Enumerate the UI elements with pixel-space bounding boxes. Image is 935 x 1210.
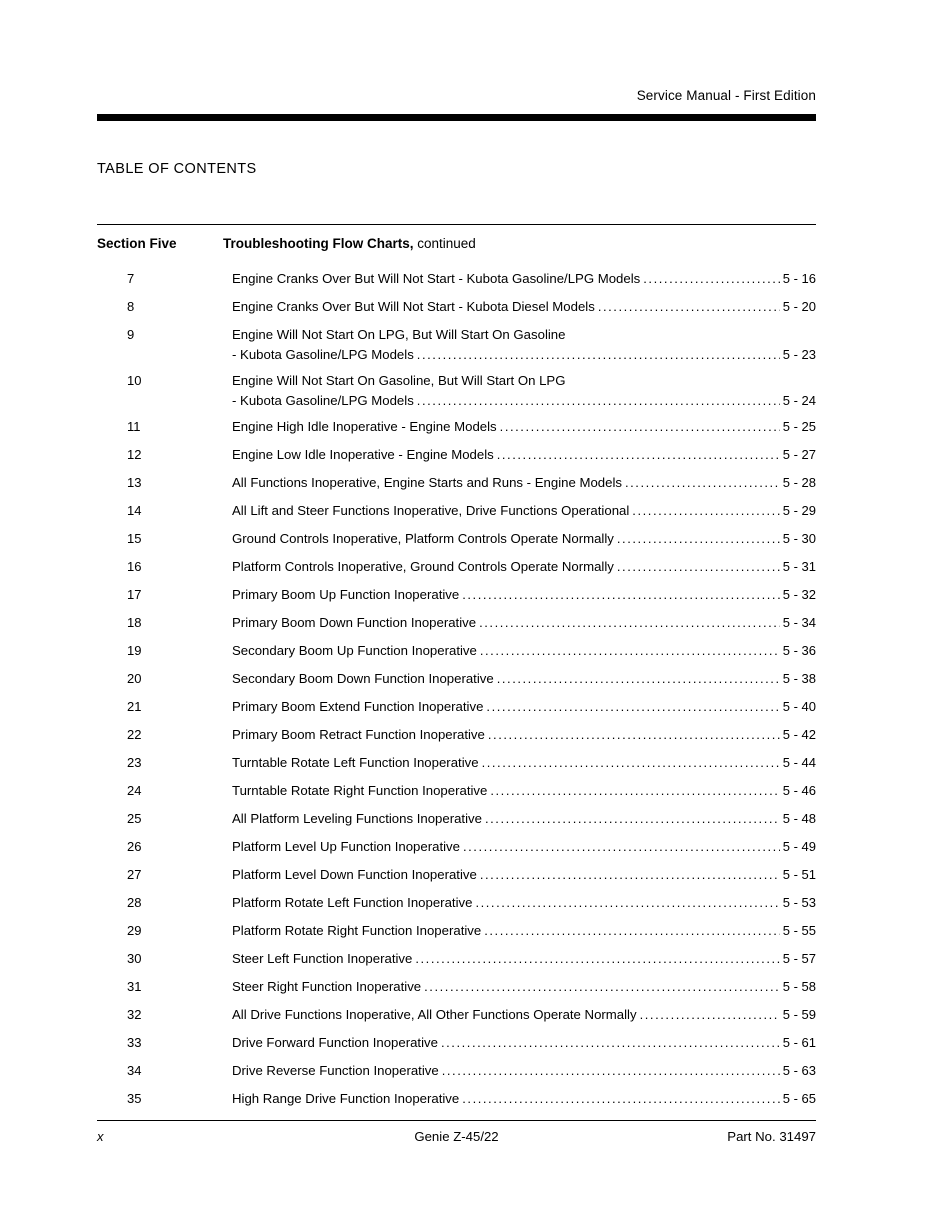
toc-entry-line <box>232 297 816 316</box>
toc-entry-row[interactable] <box>97 529 816 557</box>
toc-entry-main <box>232 837 816 856</box>
toc-entry-line <box>232 1089 816 1108</box>
toc-entry-line <box>232 1061 816 1080</box>
toc-entry-number: 33 <box>127 1035 142 1050</box>
toc-entry-row[interactable] <box>97 473 816 501</box>
toc-entry-row[interactable] <box>97 1005 816 1033</box>
toc-entry-page: 5 - 40 <box>782 699 816 714</box>
toc-entry-main <box>232 297 816 316</box>
dot-leader <box>484 921 780 940</box>
toc-entry-title: Secondary Boom Up Function Inoperative <box>232 643 477 658</box>
toc-entry-line <box>232 977 816 996</box>
section-title-continued: continued <box>413 236 476 251</box>
toc-entry-title: Ground Controls Inoperative, Platform Controls Operate Normally <box>232 531 614 546</box>
toc-entry-page: 5 - 31 <box>782 559 816 574</box>
toc-entry-row[interactable] <box>97 501 816 529</box>
toc-entry-number: 27 <box>127 867 142 882</box>
toc-entry-title: - Kubota Gasoline/LPG Models <box>232 393 414 408</box>
toc-entry-line <box>232 501 816 520</box>
toc-entry-page: 5 - 51 <box>782 867 816 882</box>
toc-entry-title: Platform Level Down Function Inoperative <box>232 867 477 882</box>
toc-entry-number: 32 <box>127 1007 142 1022</box>
toc-entry-main <box>232 557 816 576</box>
toc-entry-number: 8 <box>127 299 135 314</box>
toc-entry-page: 5 - 49 <box>782 839 816 854</box>
toc-entry-number: 22 <box>127 727 142 742</box>
toc-entry-number: 24 <box>127 783 142 798</box>
toc-entry-main <box>232 445 816 464</box>
header-rule <box>97 114 816 121</box>
toc-entry-main <box>232 725 816 744</box>
toc-entry-line <box>232 781 816 800</box>
section-title-main: Troubleshooting Flow Charts, <box>223 236 414 251</box>
toc-entry-line <box>232 417 816 436</box>
toc-entry-number: 9 <box>127 327 135 342</box>
toc-entry-page: 5 - 23 <box>782 347 816 362</box>
toc-entry-page: 5 - 65 <box>782 1091 816 1106</box>
toc-entry-page: 5 - 38 <box>782 671 816 686</box>
toc-entry-number: 34 <box>127 1063 142 1078</box>
dot-leader <box>625 473 780 492</box>
toc-entry-main <box>232 1033 816 1052</box>
toc-entry-line <box>232 641 816 660</box>
toc-entry-title: Primary Boom Up Function Inoperative <box>232 587 460 602</box>
toc-entry-row[interactable] <box>97 697 816 725</box>
toc-entry-number: 15 <box>127 531 142 546</box>
toc-entry-number: 20 <box>127 671 142 686</box>
dot-leader <box>640 1005 780 1024</box>
toc-entry-main <box>232 809 816 828</box>
toc-entry-row[interactable] <box>97 753 816 781</box>
dot-leader <box>617 529 780 548</box>
toc-entry-main <box>232 977 816 996</box>
toc-entry-main <box>232 865 816 884</box>
toc-entry-main <box>232 613 816 632</box>
toc-entry-number: 12 <box>127 447 142 462</box>
toc-entry-main <box>232 529 816 548</box>
toc-entry-row[interactable] <box>97 725 816 753</box>
toc-entry-row[interactable] <box>97 557 816 585</box>
toc-entry-main <box>232 781 816 800</box>
dot-leader <box>500 417 780 436</box>
toc-entry-main <box>232 269 816 288</box>
toc-entry-row[interactable] <box>97 1033 816 1061</box>
dot-leader <box>424 977 780 996</box>
toc-entry-main <box>232 585 816 604</box>
toc-entry-page: 5 - 32 <box>782 587 816 602</box>
toc-entry-row[interactable] <box>97 921 816 949</box>
toc-entry-row[interactable] <box>97 781 816 809</box>
toc-entry-number: 35 <box>127 1091 142 1106</box>
toc-entry-title: Platform Controls Inoperative, Ground Controls Operate Normally <box>232 559 614 574</box>
page-title: TABLE OF CONTENTS <box>97 161 257 177</box>
toc-entry-page: 5 - 44 <box>782 755 816 770</box>
toc-entry-line <box>232 269 816 288</box>
toc-entry-main <box>232 501 816 520</box>
dot-leader <box>617 557 780 576</box>
dot-leader <box>475 893 779 912</box>
toc-entry-row[interactable] <box>97 325 816 371</box>
toc-entry-line <box>232 1005 816 1024</box>
toc-entry-page: 5 - 42 <box>782 727 816 742</box>
toc-entry-page: 5 - 27 <box>782 447 816 462</box>
toc-entry-main <box>232 949 816 968</box>
toc-entry-number: 25 <box>127 811 142 826</box>
toc-top-rule <box>97 224 816 225</box>
toc-entry-line <box>232 669 816 688</box>
toc-body <box>97 236 816 1117</box>
toc-entry-number: 26 <box>127 839 142 854</box>
toc-entry-number: 21 <box>127 699 142 714</box>
dot-leader <box>480 641 780 660</box>
toc-entry-title: Turntable Rotate Left Function Inoperative <box>232 755 479 770</box>
manual-edition-header: Service Manual - First Edition <box>636 88 816 103</box>
toc-entry-title: Platform Level Up Function Inoperative <box>232 839 460 854</box>
dot-leader <box>441 1033 780 1052</box>
toc-entry-page: 5 - 48 <box>782 811 816 826</box>
toc-entry-row[interactable] <box>97 1061 816 1089</box>
toc-entry-title: Platform Rotate Left Function Inoperative <box>232 895 473 910</box>
toc-entry-line <box>232 473 816 492</box>
toc-entry-row[interactable] <box>97 269 816 297</box>
dot-leader <box>632 501 779 520</box>
section-label: Section Five <box>97 236 177 251</box>
toc-entry-row[interactable] <box>97 1089 816 1117</box>
toc-entry-row[interactable] <box>97 445 816 473</box>
toc-entry-page: 5 - 20 <box>782 299 816 314</box>
toc-entry-title: All Functions Inoperative, Engine Starts and Runs - Engine Models <box>232 475 622 490</box>
toc-entry-number: 17 <box>127 587 142 602</box>
dot-leader <box>479 613 780 632</box>
dot-leader <box>442 1061 780 1080</box>
toc-entry-number: 29 <box>127 923 142 938</box>
toc-entry-main <box>232 697 816 716</box>
footer-model: Genie Z-45/22 <box>414 1129 499 1144</box>
dot-leader <box>462 585 780 604</box>
toc-entry-main <box>232 1089 816 1108</box>
toc-entry-number: 13 <box>127 475 142 490</box>
toc-entry-line <box>232 613 816 632</box>
toc-entry-row[interactable] <box>97 371 816 417</box>
toc-entry-title: Secondary Boom Down Function Inoperative <box>232 671 494 686</box>
footer-page-number: x <box>97 1129 104 1144</box>
toc-entry-line <box>232 949 816 968</box>
toc-entry-page: 5 - 63 <box>782 1063 816 1078</box>
dot-leader <box>417 344 780 365</box>
toc-section-header <box>97 236 816 262</box>
toc-entry-title: Engine Will Not Start On LPG, But Will Start On Gasoline <box>232 327 566 342</box>
toc-entry-page: 5 - 30 <box>782 531 816 546</box>
toc-entry-line <box>232 893 816 912</box>
toc-entry-title: - Kubota Gasoline/LPG Models <box>232 347 414 362</box>
toc-entry-title: Primary Boom Extend Function Inoperative <box>232 699 484 714</box>
toc-entry-number: 7 <box>127 271 135 286</box>
toc-entry-title: High Range Drive Function Inoperative <box>232 1091 460 1106</box>
toc-entry-row[interactable] <box>97 837 816 865</box>
toc-entry-main <box>232 417 816 436</box>
toc-entry-title: Engine High Idle Inoperative - Engine Models <box>232 419 497 434</box>
toc-entry-page: 5 - 28 <box>782 475 816 490</box>
dot-leader <box>482 753 780 772</box>
toc-entry-page: 5 - 58 <box>782 979 816 994</box>
toc-entry-number: 19 <box>127 643 142 658</box>
toc-entry-row[interactable] <box>97 949 816 977</box>
dot-leader <box>497 445 780 464</box>
section-title <box>223 236 476 251</box>
toc-entry-page: 5 - 34 <box>782 615 816 630</box>
toc-entry-number: 16 <box>127 559 142 574</box>
toc-entry-line <box>232 921 816 940</box>
toc-entry-row[interactable] <box>97 865 816 893</box>
toc-entry-page: 5 - 46 <box>782 783 816 798</box>
toc-entry-title: Engine Low Idle Inoperative - Engine Models <box>232 447 494 462</box>
toc-entry-title: All Lift and Steer Functions Inoperative, Drive Functions Operational <box>232 503 630 518</box>
dot-leader <box>598 297 780 316</box>
toc-entry-title: Engine Will Not Start On Gasoline, But Will Start On LPG <box>232 373 566 388</box>
toc-entry-page: 5 - 29 <box>782 503 816 518</box>
toc-entry-number: 14 <box>127 503 142 518</box>
toc-entry-line <box>232 557 816 576</box>
toc-entry-line <box>232 697 816 716</box>
toc-entry-line <box>232 445 816 464</box>
toc-entry-row[interactable] <box>97 417 816 445</box>
toc-entry-row[interactable] <box>97 669 816 697</box>
dot-leader <box>480 865 780 884</box>
toc-entry-title: Platform Rotate Right Function Inoperative <box>232 923 482 938</box>
dot-leader <box>486 697 779 716</box>
toc-entry-number: 11 <box>127 419 141 434</box>
toc-entry-number: 23 <box>127 755 142 770</box>
toc-entry-main <box>232 371 816 411</box>
toc-entry-title: Primary Boom Down Function Inoperative <box>232 615 477 630</box>
toc-entry-line <box>232 390 816 411</box>
toc-entry-main <box>232 473 816 492</box>
page-footer <box>97 1129 816 1151</box>
toc-entry-title: All Platform Leveling Functions Inoperative <box>232 811 482 826</box>
dot-leader <box>497 669 780 688</box>
toc-entry-line <box>232 529 816 548</box>
dot-leader <box>485 809 780 828</box>
toc-entry-page: 5 - 53 <box>782 895 816 910</box>
toc-entry-title: Steer Left Function Inoperative <box>232 951 413 966</box>
footer-rule <box>97 1120 816 1121</box>
toc-entry-page: 5 - 59 <box>782 1007 816 1022</box>
toc-entry-line <box>232 1033 816 1052</box>
toc-entry-title: Primary Boom Retract Function Inoperative <box>232 727 485 742</box>
toc-entry-line <box>232 371 816 390</box>
toc-entry-title: Drive Forward Function Inoperative <box>232 1035 438 1050</box>
toc-entry-line <box>232 809 816 828</box>
toc-entry-main <box>232 1005 816 1024</box>
toc-entry-row[interactable] <box>97 613 816 641</box>
toc-entry-main <box>232 893 816 912</box>
toc-entry-number: 28 <box>127 895 142 910</box>
dot-leader <box>488 725 780 744</box>
toc-entry-main <box>232 325 816 365</box>
toc-entry-number: 18 <box>127 615 142 630</box>
dot-leader <box>463 837 780 856</box>
toc-entry-number: 30 <box>127 951 142 966</box>
toc-entry-page: 5 - 16 <box>782 271 816 286</box>
toc-entry-page: 5 - 36 <box>782 643 816 658</box>
toc-entry-number: 10 <box>127 373 142 388</box>
toc-entry-number: 31 <box>127 979 142 994</box>
toc-entry-page: 5 - 24 <box>782 393 816 408</box>
toc-entry-main <box>232 1061 816 1080</box>
toc-entry-row[interactable] <box>97 977 816 1005</box>
toc-entry-line <box>232 725 816 744</box>
toc-entry-row[interactable] <box>97 641 816 669</box>
toc-entry-title: Engine Cranks Over But Will Not Start - Kubota Gasoline/LPG Models <box>232 271 641 286</box>
dot-leader <box>462 1089 780 1108</box>
toc-entry-main <box>232 753 816 772</box>
toc-entry-page: 5 - 25 <box>782 419 816 434</box>
toc-entry-main <box>232 669 816 688</box>
dot-leader <box>643 269 779 288</box>
toc-entry-title: Turntable Rotate Right Function Inoperative <box>232 783 488 798</box>
toc-entry-main <box>232 921 816 940</box>
toc-entry-title: Engine Cranks Over But Will Not Start - Kubota Diesel Models <box>232 299 595 314</box>
toc-entry-line <box>232 837 816 856</box>
dot-leader <box>417 390 780 411</box>
toc-entry-row[interactable] <box>97 297 816 325</box>
toc-entry-line <box>232 865 816 884</box>
toc-entry-line <box>232 325 816 344</box>
dot-leader <box>490 781 779 800</box>
toc-entry-title: All Drive Functions Inoperative, All Other Functions Operate Normally <box>232 1007 637 1022</box>
dot-leader <box>415 949 779 968</box>
toc-entry-page: 5 - 57 <box>782 951 816 966</box>
toc-entry-page: 5 - 61 <box>782 1035 816 1050</box>
toc-entry-list <box>97 269 816 1117</box>
toc-entry-line <box>232 753 816 772</box>
toc-entry-row[interactable] <box>97 585 816 613</box>
toc-entry-line <box>232 585 816 604</box>
footer-part-number: Part No. 31497 <box>727 1129 816 1144</box>
toc-entry-row[interactable] <box>97 893 816 921</box>
toc-entry-title: Drive Reverse Function Inoperative <box>232 1063 439 1078</box>
toc-entry-title: Steer Right Function Inoperative <box>232 979 422 994</box>
toc-entry-main <box>232 641 816 660</box>
toc-entry-row[interactable] <box>97 809 816 837</box>
toc-entry-line <box>232 344 816 365</box>
toc-entry-page: 5 - 55 <box>782 923 816 938</box>
